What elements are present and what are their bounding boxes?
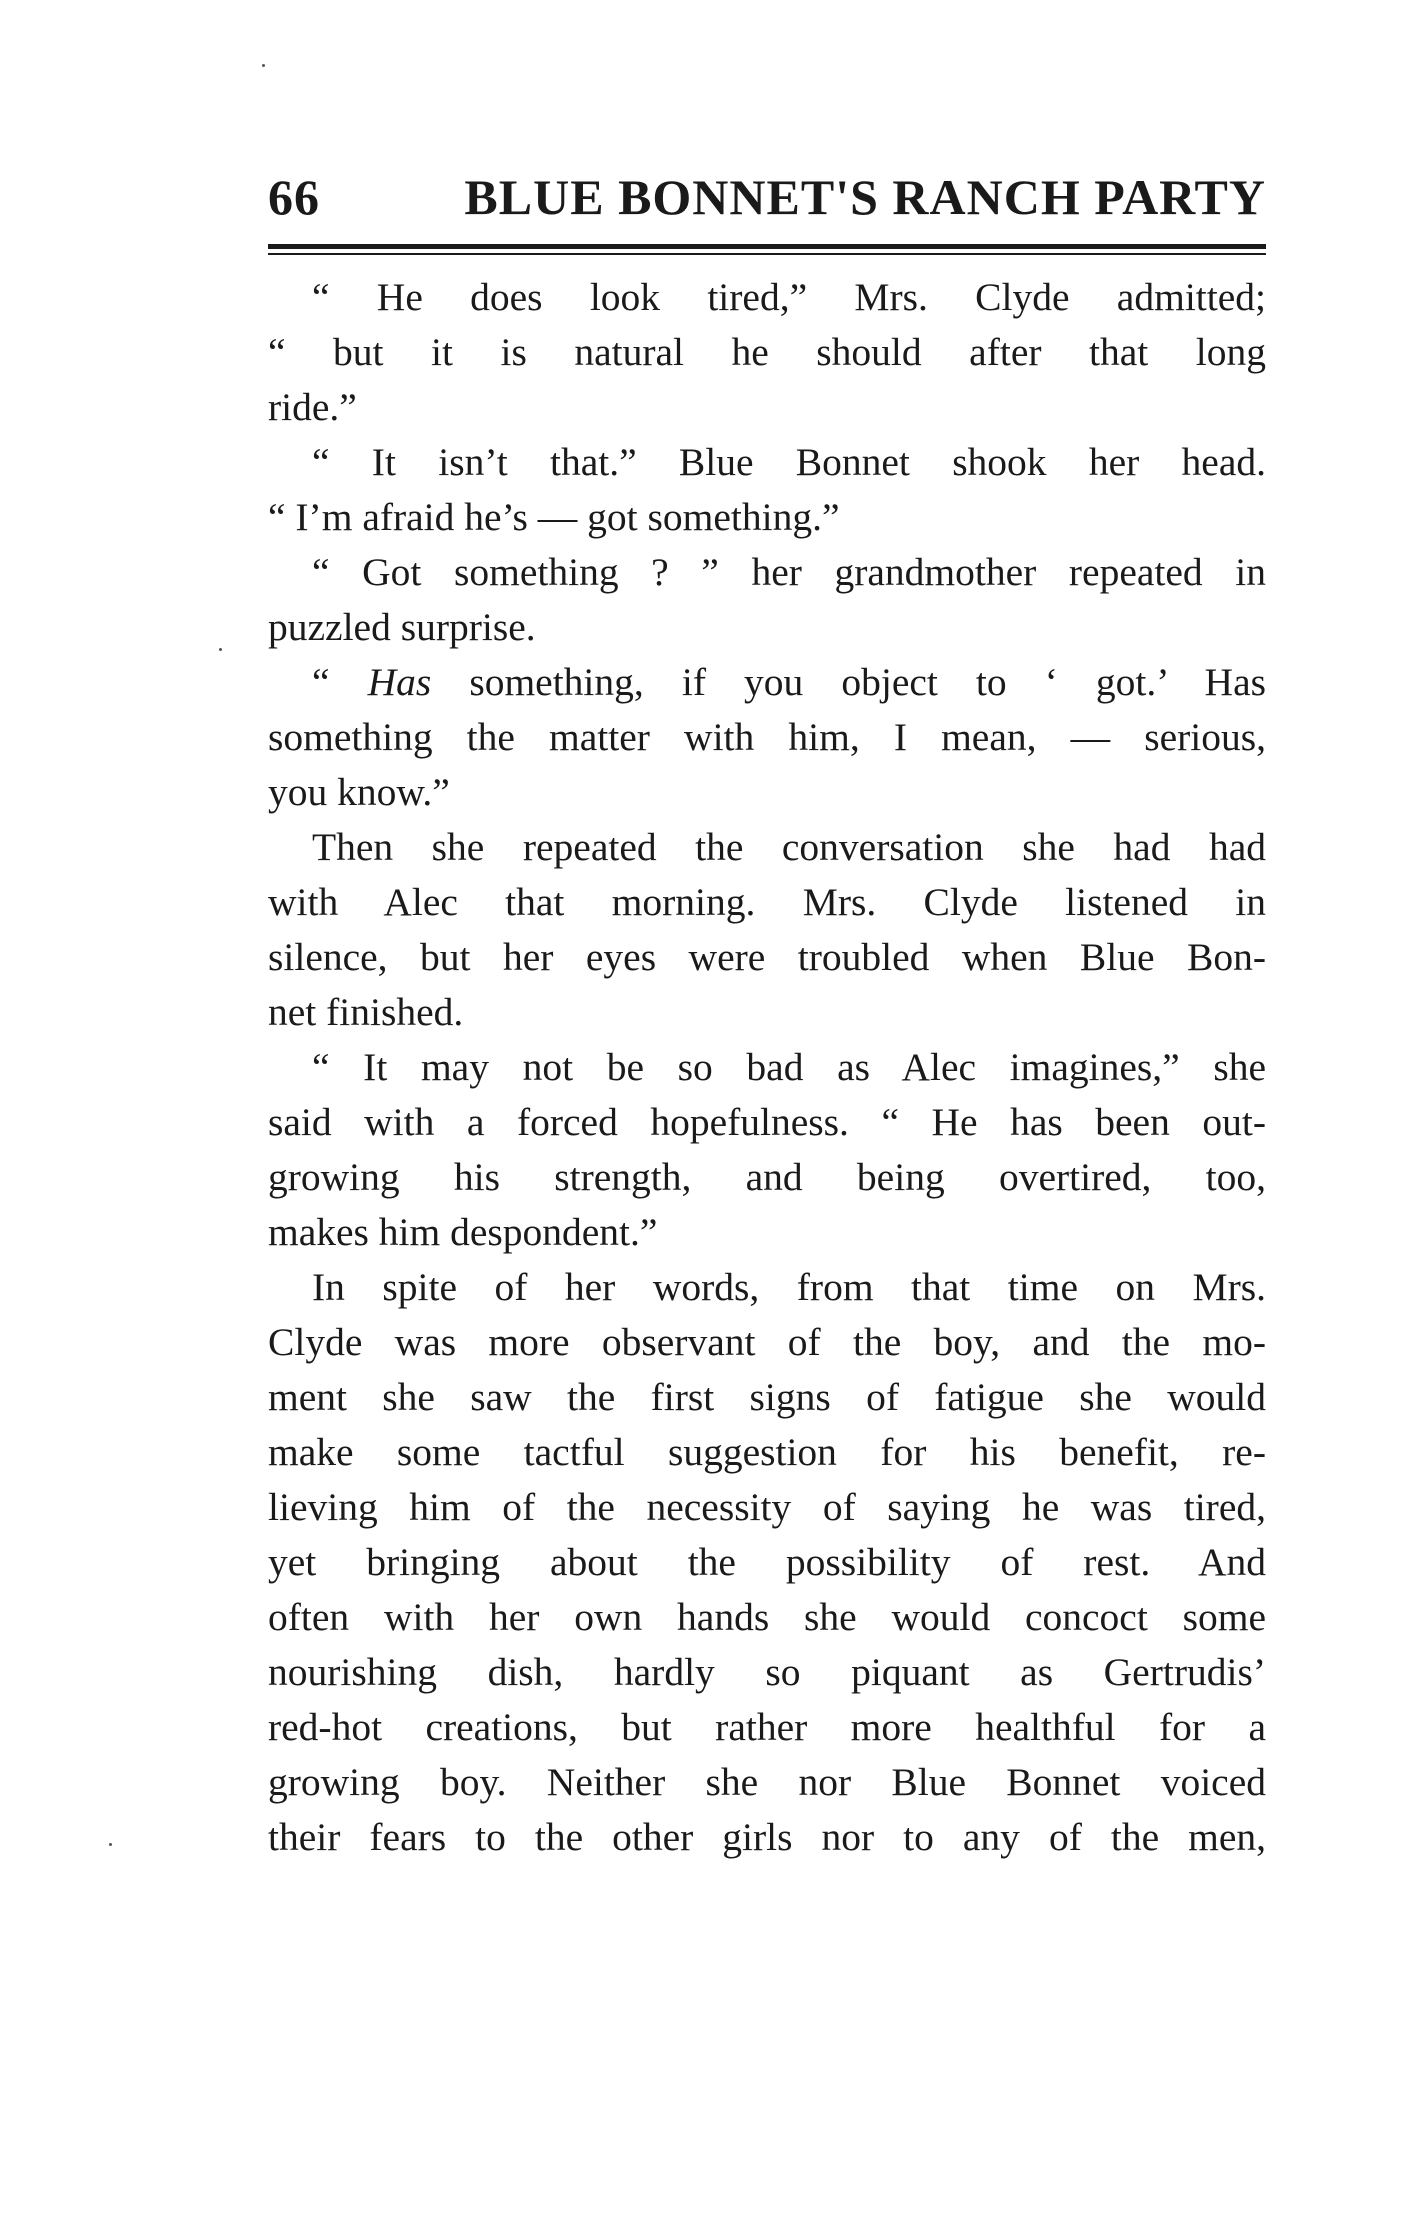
header-rule-thin <box>268 253 1266 255</box>
text-line: lieving him of the necessity of saying he was tired, <box>268 1485 1266 1529</box>
text-line: something the matter with him, I mean, — serious, <box>268 715 1266 759</box>
text-line: often with her own hands she would concoct some <box>268 1595 1266 1639</box>
running-head <box>268 168 1266 228</box>
running-title: BLUE BONNET'S RANCH PARTY <box>464 169 1266 225</box>
text-line: make some tactful suggestion for his benefit, re- <box>268 1430 1266 1474</box>
text-line: with Alec that morning. Mrs. Clyde listened in <box>268 880 1266 924</box>
text-line-prefix: “ <box>312 660 368 704</box>
emphasized-word: Has <box>367 660 432 704</box>
text-line: net finished. <box>268 990 464 1034</box>
text-line: yet bringing about the possibility of rest. And <box>268 1540 1266 1584</box>
text-line: In spite of her words, from that time on Mrs. <box>312 1265 1266 1309</box>
text-line: puzzled surprise. <box>268 605 536 649</box>
text-line: growing boy. Neither she nor Blue Bonnet voiced <box>268 1760 1266 1804</box>
text-line: nourishing dish, hardly so piquant as Gertrudis’ <box>268 1650 1266 1694</box>
text-line: “ but it is natural he should after that long <box>268 330 1266 374</box>
body-text <box>268 270 1266 1865</box>
text-line <box>268 655 1266 710</box>
text-line: you know.” <box>268 770 450 814</box>
print-speck <box>109 1843 112 1846</box>
text-line: Then she repeated the conversation she had had <box>312 825 1266 869</box>
page-number: 66 <box>268 169 320 225</box>
text-line: “ It may not be so bad as Alec imagines,” she <box>312 1045 1266 1089</box>
text-line: “ I’m afraid he’s — got something.” <box>268 495 840 539</box>
text-line: said with a forced hopefulness. “ He has been out- <box>268 1100 1266 1144</box>
text-line: ment she saw the first signs of fatigue she would <box>268 1375 1266 1419</box>
text-line: “ He does look tired,” Mrs. Clyde admitted; <box>312 275 1266 319</box>
print-speck <box>262 64 265 67</box>
header-rule-thick <box>268 244 1266 249</box>
text-line: their fears to the other girls nor to any of the men, <box>268 1815 1266 1859</box>
text-line: growing his strength, and being overtired, too, <box>268 1155 1266 1199</box>
text-line: “ It isn’t that.” Blue Bonnet shook her head. <box>312 440 1266 484</box>
text-line: Clyde was more observant of the boy, and the mo- <box>268 1320 1266 1364</box>
text-line: red-hot creations, but rather more healthful for a <box>268 1705 1266 1749</box>
text-line: silence, but her eyes were troubled when Blue Bon- <box>268 935 1266 979</box>
text-line: “ Got something ? ” her grandmother repeated in <box>312 550 1266 594</box>
print-speck <box>219 648 222 651</box>
text-line-rest: something, if you object to ‘ got.’ Has <box>431 660 1266 704</box>
text-line: makes him despondent.” <box>268 1210 658 1254</box>
text-line: ride.” <box>268 385 357 429</box>
